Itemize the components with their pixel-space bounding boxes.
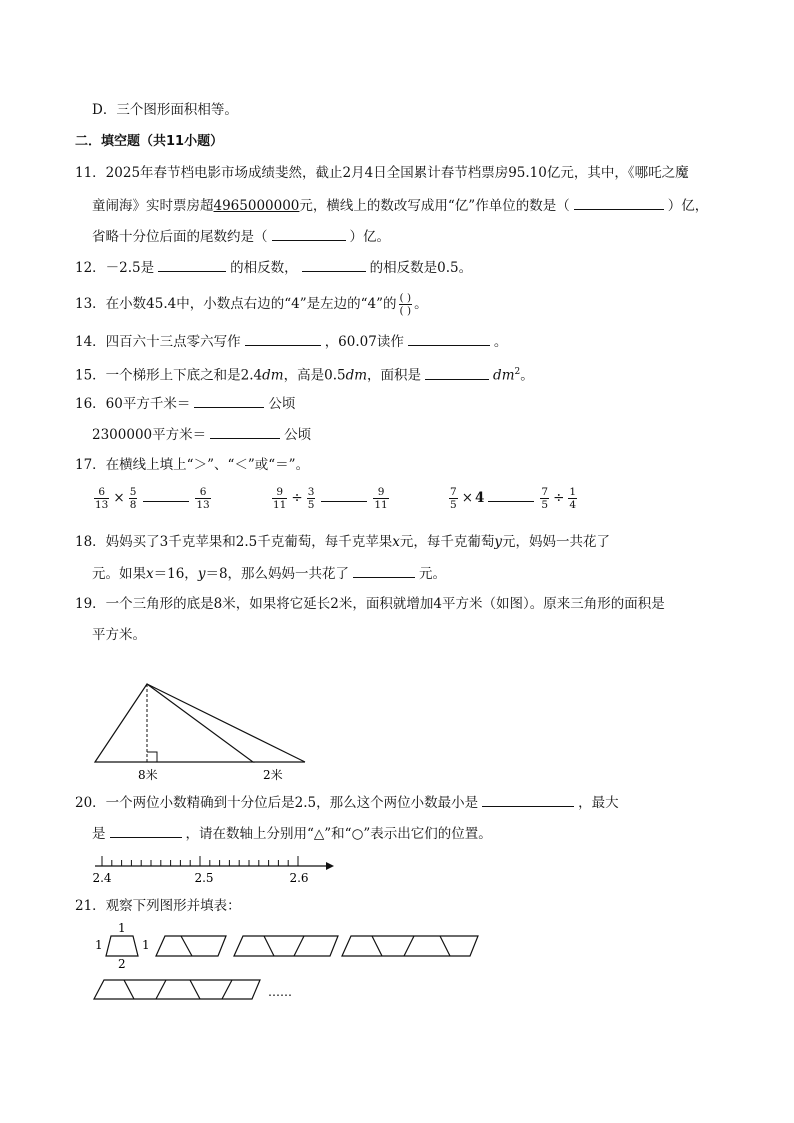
q20-line2: 是 ，请在数轴上分别用“△”和“○”表示出它们的位置。 [92, 823, 492, 844]
q18-line2: 元。如果x＝16，y＝8，那么妈妈一共花了 元。 [92, 563, 446, 584]
tick-label: 2.4 [92, 871, 112, 885]
base-label: 8米 [138, 768, 158, 782]
answer-blank[interactable] [482, 792, 574, 807]
svg-text:1: 1 [142, 938, 150, 952]
svg-text:1: 1 [118, 921, 126, 935]
answer-blank[interactable] [574, 195, 664, 210]
answer-blank[interactable] [210, 424, 280, 439]
q12: 12．－2.5是 的相反数， 的相反数是0.5。 [75, 257, 472, 278]
q11-line1: 11．2025年春节档电影市场成绩斐然，截止2月4日全国累计春节档票房95.10亿元，其中，《哪吒之魔 [75, 165, 689, 181]
q20-line1: 20．一个两位小数精确到十分位后是2.5，那么这个两位小数最小是 ，最大 [75, 792, 619, 813]
q18-line1: 18．妈妈买了3千克苹果和2.5千克葡萄，每千克苹果x元，每千克葡萄y元，妈妈一共花了 [75, 534, 611, 550]
q17-text: 17．在横线上填上“＞”、“＜”或“＝”。 [75, 457, 310, 473]
q19-line1: 19．一个三角形的底是8米，如果将它延长2米，面积就增加4平方米（如图）。原来三角形的面积是 [75, 596, 665, 612]
q19-line2: 平方米。 [92, 627, 146, 643]
answer-blank[interactable] [110, 823, 182, 838]
q16-line1: 16．60平方千米＝ 公顷 [75, 393, 295, 414]
section-heading: 二．填空题（共11小题） [75, 134, 224, 149]
q11-line3: 省略十分位后面的尾数约是（ ）亿。 [92, 226, 390, 247]
trapezoid-pattern [90, 918, 490, 1003]
triangle-figure [90, 678, 320, 786]
answer-blank[interactable] [194, 393, 264, 408]
q13: 13．在小数45.4中，小数点右边的“4”是左边的“4”的 $\frac{( )}{( )}$ 。 [75, 292, 428, 317]
q16-line2: 2300000平方米＝ 公顷 [92, 424, 311, 445]
underlined-number: 4965000000 [213, 198, 300, 214]
answer-blank[interactable] [425, 365, 489, 380]
option-d: D．三个图形面积相等。 [92, 102, 238, 118]
tick-label: 2.5 [194, 871, 214, 885]
compare-blank[interactable] [143, 487, 189, 502]
extension-label: 2米 [263, 768, 283, 782]
q17-expr3: $\frac{7}{5}$ × 4 $\frac{7}{5}$ ÷ $\frac{1}{4}$ [450, 486, 577, 511]
fraction-blank: $\frac{( )}{( )}$ [399, 292, 412, 317]
answer-blank[interactable] [302, 257, 366, 272]
q11-line2: 童闹海》实时票房超4965000000元，横线上的数改写成用“亿”作单位的数是（ ）亿， [92, 195, 708, 216]
q21-text: 21．观察下列图形并填表： [75, 898, 241, 914]
ellipsis: …… [268, 985, 292, 999]
q14: 14．四百六十三点零六写作 ，60.07读作 。 [75, 331, 507, 352]
compare-blank[interactable] [321, 487, 367, 502]
svg-text:1: 1 [95, 938, 103, 952]
q17-expr2: $\frac{9}{11}$ ÷ $\frac{3}{5}$ $\frac{9}{11}$ [273, 486, 388, 511]
arrow-icon [326, 862, 334, 870]
answer-blank[interactable] [353, 563, 415, 578]
answer-blank[interactable] [272, 226, 346, 241]
number-line[interactable] [90, 848, 340, 888]
answer-blank[interactable] [158, 257, 226, 272]
tick-label: 2.6 [289, 871, 309, 885]
q17-expr1: $\frac{6}{13}$ × $\frac{5}{8}$ $\frac{6}{13}$ [95, 486, 210, 511]
q15: 15．一个梯形上下底之和是2.4dm，高是0.5dm，面积是 $dm^2$。 [75, 362, 534, 386]
svg-text:2: 2 [118, 957, 126, 971]
compare-blank[interactable] [488, 487, 534, 502]
answer-blank[interactable] [245, 331, 321, 346]
answer-blank[interactable] [408, 331, 490, 346]
